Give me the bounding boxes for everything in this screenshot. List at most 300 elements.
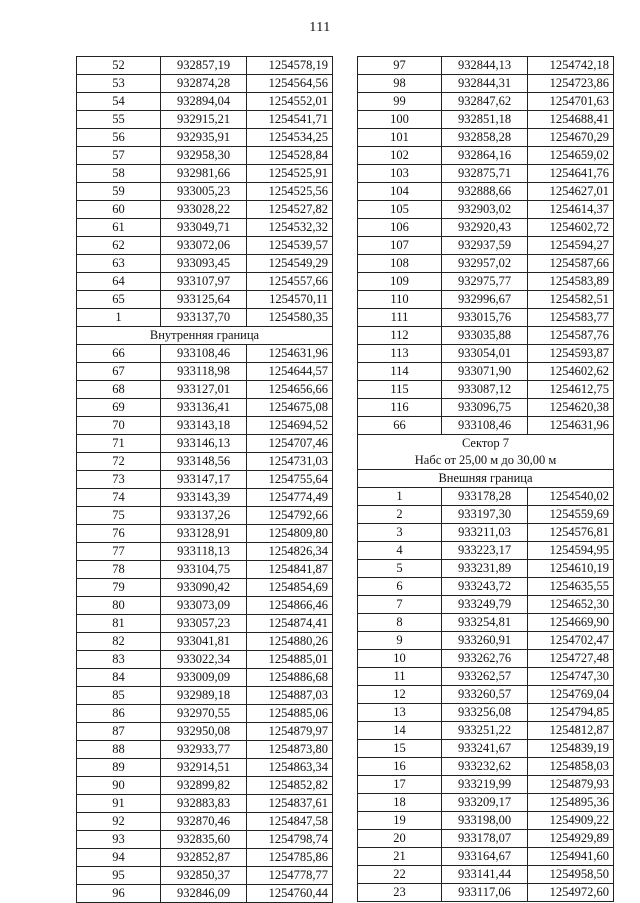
x-coordinate: 933009,09: [161, 669, 247, 687]
table-row: [77, 561, 333, 579]
y-coordinate: 1254652,30: [528, 596, 614, 614]
y-coordinate: 1254929,89: [528, 830, 614, 848]
table-row: [77, 363, 333, 381]
x-coordinate: 933054,01: [442, 345, 528, 363]
x-coordinate: 933243,72: [442, 578, 528, 596]
x-coordinate: 933178,07: [442, 830, 528, 848]
y-coordinate: 1254534,25: [247, 129, 333, 147]
y-coordinate: 1254769,04: [528, 686, 614, 704]
x-coordinate: 933136,41: [161, 399, 247, 417]
x-coordinate: 933148,56: [161, 453, 247, 471]
y-coordinate: 1254874,41: [247, 615, 333, 633]
x-coordinate: 933118,13: [161, 543, 247, 561]
table-row: [358, 632, 614, 650]
x-coordinate: 933022,34: [161, 651, 247, 669]
table-row: [358, 542, 614, 560]
x-coordinate: 933005,23: [161, 183, 247, 201]
point-number: 2: [358, 506, 442, 524]
table-row: [77, 129, 333, 147]
table-row: [77, 579, 333, 597]
section-heading: Внутренняя граница: [77, 327, 333, 345]
y-coordinate: 1254541,71: [247, 111, 333, 129]
y-coordinate: 1254794,85: [528, 704, 614, 722]
point-number: 15: [358, 740, 442, 758]
table-row: [77, 507, 333, 525]
table-row: [358, 399, 614, 417]
y-coordinate: 1254540,02: [528, 488, 614, 506]
x-coordinate: 933090,42: [161, 579, 247, 597]
table-row: [358, 255, 614, 273]
x-coordinate: 932957,02: [442, 255, 528, 273]
x-coordinate: 933260,91: [442, 632, 528, 650]
table-row: [358, 704, 614, 722]
point-number: 54: [77, 93, 161, 111]
x-coordinate: 933197,30: [442, 506, 528, 524]
table-row: [77, 345, 333, 363]
table-row: [77, 615, 333, 633]
x-coordinate: 932874,28: [161, 75, 247, 93]
point-number: 94: [77, 849, 161, 867]
table-row: [77, 471, 333, 489]
point-number: 107: [358, 237, 442, 255]
y-coordinate: 1254852,82: [247, 777, 333, 795]
point-number: 5: [358, 560, 442, 578]
table-row: [77, 687, 333, 705]
y-coordinate: 1254614,37: [528, 201, 614, 219]
x-coordinate: 932933,77: [161, 741, 247, 759]
y-coordinate: 1254798,74: [247, 831, 333, 849]
y-coordinate: 1254887,03: [247, 687, 333, 705]
x-coordinate: 932846,09: [161, 885, 247, 903]
point-number: 99: [358, 93, 442, 111]
y-coordinate: 1254612,75: [528, 381, 614, 399]
point-number: 61: [77, 219, 161, 237]
x-coordinate: 933108,46: [442, 417, 528, 435]
point-number: 53: [77, 75, 161, 93]
y-coordinate: 1254885,01: [247, 651, 333, 669]
y-coordinate: 1254880,26: [247, 633, 333, 651]
x-coordinate: 932970,55: [161, 705, 247, 723]
point-number: 103: [358, 165, 442, 183]
x-coordinate: 932920,43: [442, 219, 528, 237]
x-coordinate: 932989,18: [161, 687, 247, 705]
x-coordinate: 933231,89: [442, 560, 528, 578]
table-row: [358, 524, 614, 542]
table-row: [358, 75, 614, 93]
y-coordinate: 1254812,87: [528, 722, 614, 740]
point-number: 56: [77, 129, 161, 147]
point-number: 8: [358, 614, 442, 632]
y-coordinate: 1254837,61: [247, 795, 333, 813]
x-coordinate: 932852,87: [161, 849, 247, 867]
table-row: [358, 830, 614, 848]
table-row: [77, 291, 333, 309]
table-row: [77, 705, 333, 723]
x-coordinate: 933262,76: [442, 650, 528, 668]
point-number: 23: [358, 884, 442, 902]
y-coordinate: 1254659,02: [528, 147, 614, 165]
point-number: 63: [77, 255, 161, 273]
y-coordinate: 1254593,87: [528, 345, 614, 363]
section-heading-row: [77, 327, 333, 345]
y-coordinate: 1254552,01: [247, 93, 333, 111]
point-number: 116: [358, 399, 442, 417]
point-number: 100: [358, 111, 442, 129]
table-row: [358, 165, 614, 183]
table-row: [77, 93, 333, 111]
x-coordinate: 932915,21: [161, 111, 247, 129]
y-coordinate: 1254863,34: [247, 759, 333, 777]
section-heading: Внешняя граница: [358, 470, 614, 488]
x-coordinate: 932899,82: [161, 777, 247, 795]
table-row: [358, 560, 614, 578]
point-number: 113: [358, 345, 442, 363]
y-coordinate: 1254742,18: [528, 57, 614, 75]
y-coordinate: 1254755,64: [247, 471, 333, 489]
section-heading-row: [358, 470, 614, 488]
y-coordinate: 1254694,52: [247, 417, 333, 435]
y-coordinate: 1254858,03: [528, 758, 614, 776]
point-number: 16: [358, 758, 442, 776]
table-row: [358, 884, 614, 902]
point-number: 111: [358, 309, 442, 327]
table-row: [358, 93, 614, 111]
table-body: [358, 57, 614, 902]
x-coordinate: 933096,75: [442, 399, 528, 417]
y-coordinate: 1254602,62: [528, 363, 614, 381]
x-coordinate: 932858,28: [442, 129, 528, 147]
table-row: [77, 183, 333, 201]
table-row: [77, 255, 333, 273]
x-coordinate: 933137,26: [161, 507, 247, 525]
sector-title-row: [358, 435, 614, 453]
point-number: 7: [358, 596, 442, 614]
point-number: 66: [77, 345, 161, 363]
point-number: 88: [77, 741, 161, 759]
table-row: [77, 57, 333, 75]
point-number: 76: [77, 525, 161, 543]
point-number: 10: [358, 650, 442, 668]
x-coordinate: 933057,23: [161, 615, 247, 633]
y-coordinate: 1254525,56: [247, 183, 333, 201]
y-coordinate: 1254879,97: [247, 723, 333, 741]
y-coordinate: 1254631,96: [528, 417, 614, 435]
table-row: [358, 417, 614, 435]
y-coordinate: 1254620,38: [528, 399, 614, 417]
table-row: [358, 686, 614, 704]
y-coordinate: 1254594,27: [528, 237, 614, 255]
x-coordinate: 933251,22: [442, 722, 528, 740]
x-coordinate: 933071,90: [442, 363, 528, 381]
x-coordinate: 933249,79: [442, 596, 528, 614]
point-number: 71: [77, 435, 161, 453]
x-coordinate: 932914,51: [161, 759, 247, 777]
table-row: [358, 758, 614, 776]
x-coordinate: 933041,81: [161, 633, 247, 651]
y-coordinate: 1254587,76: [528, 327, 614, 345]
y-coordinate: 1254941,60: [528, 848, 614, 866]
point-number: 11: [358, 668, 442, 686]
point-number: 70: [77, 417, 161, 435]
point-number: 12: [358, 686, 442, 704]
y-coordinate: 1254641,76: [528, 165, 614, 183]
table-row: [77, 309, 333, 327]
point-number: 105: [358, 201, 442, 219]
point-number: 81: [77, 615, 161, 633]
point-number: 17: [358, 776, 442, 794]
point-number: 55: [77, 111, 161, 129]
y-coordinate: 1254549,29: [247, 255, 333, 273]
y-coordinate: 1254778,77: [247, 867, 333, 885]
table-row: [358, 812, 614, 830]
x-coordinate: 933072,06: [161, 237, 247, 255]
table-row: [358, 848, 614, 866]
table-row: [358, 345, 614, 363]
sector-detail-row: [358, 452, 614, 470]
table-row: [358, 237, 614, 255]
y-coordinate: 1254602,72: [528, 219, 614, 237]
point-number: 72: [77, 453, 161, 471]
table-row: [358, 147, 614, 165]
table-row: [358, 309, 614, 327]
table-row: [77, 147, 333, 165]
point-number: 65: [77, 291, 161, 309]
table-row: [77, 885, 333, 903]
x-coordinate: 933232,62: [442, 758, 528, 776]
point-number: 91: [77, 795, 161, 813]
table-row: [358, 668, 614, 686]
x-coordinate: 932981,66: [161, 165, 247, 183]
y-coordinate: 1254539,57: [247, 237, 333, 255]
y-coordinate: 1254532,32: [247, 219, 333, 237]
table-row: [77, 597, 333, 615]
table-row: [358, 722, 614, 740]
y-coordinate: 1254594,95: [528, 542, 614, 560]
y-coordinate: 1254570,11: [247, 291, 333, 309]
point-number: 96: [77, 885, 161, 903]
table-row: [358, 506, 614, 524]
y-coordinate: 1254873,80: [247, 741, 333, 759]
table-row: [77, 741, 333, 759]
point-number: 62: [77, 237, 161, 255]
table-row: [358, 111, 614, 129]
y-coordinate: 1254576,81: [528, 524, 614, 542]
table-row: [358, 866, 614, 884]
y-coordinate: 1254528,84: [247, 147, 333, 165]
y-coordinate: 1254583,77: [528, 309, 614, 327]
table-row: [77, 489, 333, 507]
point-number: 58: [77, 165, 161, 183]
x-coordinate: 932870,46: [161, 813, 247, 831]
point-number: 22: [358, 866, 442, 884]
y-coordinate: 1254879,93: [528, 776, 614, 794]
y-coordinate: 1254972,60: [528, 884, 614, 902]
coordinates-table-left: [76, 56, 333, 903]
point-number: 1: [358, 488, 442, 506]
x-coordinate: 932850,37: [161, 867, 247, 885]
x-coordinate: 932935,91: [161, 129, 247, 147]
y-coordinate: 1254839,19: [528, 740, 614, 758]
x-coordinate: 933028,22: [161, 201, 247, 219]
y-coordinate: 1254792,66: [247, 507, 333, 525]
y-coordinate: 1254557,66: [247, 273, 333, 291]
point-number: 14: [358, 722, 442, 740]
x-coordinate: 932851,18: [442, 111, 528, 129]
point-number: 1: [77, 309, 161, 327]
y-coordinate: 1254847,58: [247, 813, 333, 831]
point-number: 73: [77, 471, 161, 489]
y-coordinate: 1254701,63: [528, 93, 614, 111]
table-row: [77, 525, 333, 543]
x-coordinate: 933254,81: [442, 614, 528, 632]
table-row: [77, 795, 333, 813]
table-row: [77, 633, 333, 651]
point-number: 97: [358, 57, 442, 75]
point-number: 112: [358, 327, 442, 345]
table-row: [358, 381, 614, 399]
y-coordinate: 1254669,90: [528, 614, 614, 632]
point-number: 98: [358, 75, 442, 93]
point-number: 93: [77, 831, 161, 849]
x-coordinate: 932847,62: [442, 93, 528, 111]
point-number: 92: [77, 813, 161, 831]
point-number: 95: [77, 867, 161, 885]
point-number: 89: [77, 759, 161, 777]
y-coordinate: 1254631,96: [247, 345, 333, 363]
point-number: 78: [77, 561, 161, 579]
point-number: 79: [77, 579, 161, 597]
point-number: 104: [358, 183, 442, 201]
y-coordinate: 1254774,49: [247, 489, 333, 507]
point-number: 84: [77, 669, 161, 687]
table-row: [358, 57, 614, 75]
table-row: [358, 129, 614, 147]
table-row: [358, 273, 614, 291]
y-coordinate: 1254688,41: [528, 111, 614, 129]
y-coordinate: 1254527,82: [247, 201, 333, 219]
y-coordinate: 1254582,51: [528, 291, 614, 309]
table-row: [358, 650, 614, 668]
x-coordinate: 933049,71: [161, 219, 247, 237]
x-coordinate: 932883,83: [161, 795, 247, 813]
x-coordinate: 933128,91: [161, 525, 247, 543]
y-coordinate: 1254627,01: [528, 183, 614, 201]
x-coordinate: 933256,08: [442, 704, 528, 722]
point-number: 21: [358, 848, 442, 866]
table-row: [77, 435, 333, 453]
x-coordinate: 932888,66: [442, 183, 528, 201]
table-row: [358, 291, 614, 309]
x-coordinate: 932857,19: [161, 57, 247, 75]
point-number: 74: [77, 489, 161, 507]
table-row: [358, 183, 614, 201]
table-row: [77, 399, 333, 417]
x-coordinate: 933015,76: [442, 309, 528, 327]
point-number: 6: [358, 578, 442, 596]
table-row: [77, 201, 333, 219]
point-number: 3: [358, 524, 442, 542]
point-number: 87: [77, 723, 161, 741]
y-coordinate: 1254731,03: [247, 453, 333, 471]
x-coordinate: 932950,08: [161, 723, 247, 741]
y-coordinate: 1254578,19: [247, 57, 333, 75]
x-coordinate: 933146,13: [161, 435, 247, 453]
point-number: 86: [77, 705, 161, 723]
x-coordinate: 932975,77: [442, 273, 528, 291]
table-row: [358, 578, 614, 596]
point-number: 90: [77, 777, 161, 795]
point-number: 106: [358, 219, 442, 237]
table-row: [77, 543, 333, 561]
y-coordinate: 1254760,44: [247, 885, 333, 903]
point-number: 64: [77, 273, 161, 291]
y-coordinate: 1254707,46: [247, 435, 333, 453]
point-number: 110: [358, 291, 442, 309]
y-coordinate: 1254866,46: [247, 597, 333, 615]
x-coordinate: 933219,99: [442, 776, 528, 794]
y-coordinate: 1254747,30: [528, 668, 614, 686]
y-coordinate: 1254841,87: [247, 561, 333, 579]
table-row: [358, 614, 614, 632]
y-coordinate: 1254610,19: [528, 560, 614, 578]
table-row: [77, 669, 333, 687]
sector-detail: Набс от 25,00 м до 30,00 м: [358, 452, 614, 470]
x-coordinate: 933107,97: [161, 273, 247, 291]
coordinates-table-right: [357, 56, 614, 902]
table-row: [77, 417, 333, 435]
x-coordinate: 933262,57: [442, 668, 528, 686]
point-number: 59: [77, 183, 161, 201]
point-number: 69: [77, 399, 161, 417]
point-number: 109: [358, 273, 442, 291]
x-coordinate: 933073,09: [161, 597, 247, 615]
point-number: 19: [358, 812, 442, 830]
y-coordinate: 1254909,22: [528, 812, 614, 830]
y-coordinate: 1254580,35: [247, 309, 333, 327]
y-coordinate: 1254885,06: [247, 705, 333, 723]
y-coordinate: 1254587,66: [528, 255, 614, 273]
point-number: 18: [358, 794, 442, 812]
x-coordinate: 933137,70: [161, 309, 247, 327]
y-coordinate: 1254809,80: [247, 525, 333, 543]
point-number: 82: [77, 633, 161, 651]
x-coordinate: 933141,44: [442, 866, 528, 884]
x-coordinate: 933118,98: [161, 363, 247, 381]
y-coordinate: 1254727,48: [528, 650, 614, 668]
table-row: [77, 453, 333, 471]
y-coordinate: 1254886,68: [247, 669, 333, 687]
table-body: [77, 57, 333, 903]
table-row: [358, 596, 614, 614]
x-coordinate: 933241,67: [442, 740, 528, 758]
table-row: [358, 201, 614, 219]
point-number: 60: [77, 201, 161, 219]
x-coordinate: 933178,28: [442, 488, 528, 506]
y-coordinate: 1254635,55: [528, 578, 614, 596]
point-number: 68: [77, 381, 161, 399]
x-coordinate: 932835,60: [161, 831, 247, 849]
table-row: [77, 651, 333, 669]
table-row: [77, 831, 333, 849]
table-row: [77, 75, 333, 93]
y-coordinate: 1254785,86: [247, 849, 333, 867]
x-coordinate: 933209,17: [442, 794, 528, 812]
y-coordinate: 1254583,89: [528, 273, 614, 291]
point-number: 4: [358, 542, 442, 560]
point-number: 85: [77, 687, 161, 705]
point-number: 80: [77, 597, 161, 615]
x-coordinate: 933087,12: [442, 381, 528, 399]
